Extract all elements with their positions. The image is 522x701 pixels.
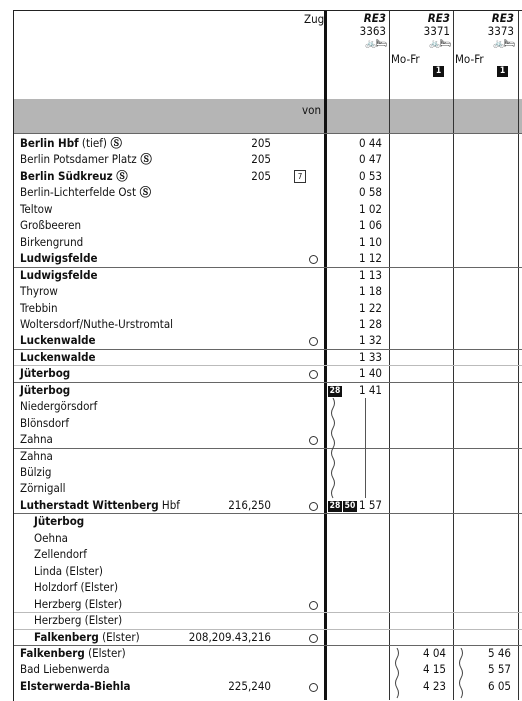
station-label: Berlin Hbf: [20, 136, 79, 150]
train-header-3: [454, 12, 514, 51]
station-label: Zörnigall: [20, 481, 66, 496]
von-label: von: [302, 103, 322, 117]
departure-time: 1 13: [358, 267, 382, 282]
station-name: [20, 448, 53, 464]
station-label: Jüterbog: [20, 382, 71, 397]
station-label: Niedergörsdorf: [20, 399, 98, 414]
station-name: [34, 563, 103, 579]
station-label: Falkenberg: [34, 629, 99, 644]
train-type: RE3: [363, 11, 386, 25]
row-separator: [14, 365, 522, 366]
station-label: Bad Liebenwerda: [20, 662, 110, 677]
note-badge-wittenberg-a: 28: [329, 501, 341, 511]
station-label: Ludwigsfelde: [20, 267, 98, 282]
station-name: [20, 267, 98, 283]
departure-time: 1 18: [358, 284, 382, 299]
station-label: Trebbin: [20, 300, 58, 315]
station-label: Holzdorf (Elster): [34, 580, 119, 595]
departure-time: 6 05: [487, 678, 511, 693]
days-label-3: Mo-Fr: [455, 52, 484, 66]
skip-wavy-line-2: [393, 648, 401, 700]
station-label: Lutherstadt Wittenberg: [20, 497, 159, 512]
station-name: [20, 349, 96, 365]
station-suffix: (Elster): [98, 629, 140, 644]
bike-bed-icon: 🚲🛏: [365, 39, 386, 49]
station-label: Woltersdorf/Nuthe-Urstromtal: [20, 316, 174, 331]
zug-label: Zug: [304, 12, 325, 26]
station-name: [20, 151, 152, 167]
station-name: [20, 201, 52, 217]
bike-bed-icon: 🚲🛏: [493, 39, 514, 49]
km-value: 225,240: [228, 678, 271, 693]
station-name: [34, 596, 122, 612]
station-suffix: Hbf: [158, 497, 180, 512]
station-label: Zahna: [20, 432, 53, 447]
station-label: Herzberg (Elster): [34, 613, 123, 628]
station-label: Großbeeren: [20, 218, 82, 233]
station-name: [20, 332, 96, 348]
station-name: [20, 135, 122, 151]
skip-wavy-line-3: [457, 648, 465, 700]
header-separator: [14, 133, 522, 134]
column-divider-main: [324, 11, 327, 700]
km-value: 205: [251, 152, 271, 167]
train-header-1: [326, 12, 386, 51]
station-label: Jüterbog: [20, 366, 71, 381]
station-name: [34, 629, 140, 645]
station-name: [20, 382, 70, 398]
departure-time: 1 57: [358, 497, 382, 512]
departure-time: 1 40: [358, 366, 382, 381]
station-name: [20, 316, 173, 332]
station-name: [20, 431, 53, 447]
station-name: [34, 612, 122, 628]
note-square: 7: [294, 170, 306, 183]
train-number: 3363: [359, 24, 386, 38]
row-separator: [14, 513, 522, 514]
departure-time: 1 28: [358, 316, 382, 331]
station-label: Bülzig: [20, 465, 52, 479]
s-bahn-icon: Ⓢ: [112, 168, 128, 183]
stop-circle-icon: [309, 634, 318, 643]
von-header-band: [14, 99, 522, 133]
station-label: Birkengrund: [20, 234, 84, 249]
station-label: Teltow: [20, 201, 53, 216]
station-name: [20, 497, 180, 513]
departure-time: 4 23: [422, 678, 446, 693]
station-label: Oehna: [34, 530, 68, 545]
row-separator: [14, 448, 522, 449]
station-label: Berlin-Lichterfelde Ost: [20, 185, 137, 200]
station-name: [34, 579, 118, 595]
column-divider-3: [453, 11, 454, 700]
skip-wavy-line: [329, 398, 337, 500]
departure-time: 0 44: [358, 136, 382, 150]
station-suffix: (tief): [78, 136, 107, 150]
station-suffix: (Elster): [84, 645, 126, 660]
departure-time: 4 15: [422, 662, 446, 677]
km-value: 205: [251, 168, 271, 183]
station-label: Jüterbog: [34, 514, 85, 529]
station-label: Zahna: [20, 448, 53, 463]
station-name: [20, 168, 128, 184]
station-name: [20, 398, 97, 414]
station-name: [20, 283, 58, 299]
station-name: [20, 217, 81, 233]
note-badge-3: 1: [497, 66, 508, 77]
departure-time: 1 32: [358, 333, 382, 348]
s-bahn-icon: Ⓢ: [136, 152, 152, 167]
row-separator: [14, 382, 522, 383]
station-name: [20, 480, 66, 496]
note-badge-wittenberg-b: 50: [344, 501, 356, 511]
departure-time: 1 02: [358, 201, 382, 216]
station-label: Thyrow: [20, 284, 58, 299]
station-label: Linda (Elster): [34, 563, 103, 578]
departure-time: 1 22: [358, 300, 382, 315]
column-divider-2: [389, 11, 390, 700]
departure-time: 1 10: [358, 234, 382, 249]
station-label: Blönsdorf: [20, 415, 70, 430]
station-label: Zellendorf: [34, 547, 87, 562]
station-name: [20, 415, 69, 431]
station-name: [20, 645, 126, 661]
station-name: [20, 234, 83, 250]
s-bahn-icon: Ⓢ: [136, 185, 152, 200]
station-label: Luckenwalde: [20, 349, 96, 364]
departure-time: 1 41: [358, 382, 382, 397]
station-name: [20, 300, 58, 316]
train-number: 3373: [487, 24, 514, 38]
station-name: [34, 513, 84, 529]
note-badge-2: 1: [433, 66, 444, 77]
train-type: RE3: [427, 11, 450, 25]
departure-time: 0 58: [358, 185, 382, 200]
departure-time: 1 12: [358, 251, 382, 266]
station-label: Luckenwalde: [20, 333, 96, 348]
station-name: [20, 184, 151, 200]
km-value: 205: [251, 136, 271, 150]
station-name: [20, 661, 110, 677]
departure-time: 1 33: [358, 349, 382, 364]
station-label: Falkenberg: [20, 645, 85, 660]
station-name: [20, 250, 98, 266]
note-badge-jueterbog: 28: [329, 386, 341, 396]
departure-time: 1 06: [358, 218, 382, 233]
train-number: 3371: [423, 24, 450, 38]
station-name: [20, 365, 70, 381]
departure-time: 4 04: [422, 645, 446, 660]
km-value: 216,250: [228, 497, 271, 512]
station-label: Herzberg (Elster): [34, 596, 123, 611]
train-header-2: [390, 12, 450, 51]
station-name: [20, 678, 131, 694]
route-line: [365, 398, 366, 498]
station-label: Elsterwerda-Biehla: [20, 678, 131, 693]
station-label: Berlin Potsdamer Platz: [20, 152, 137, 167]
bike-bed-icon: 🚲🛏: [429, 39, 450, 49]
km-value: 208,209.43,216: [188, 629, 271, 644]
departure-time: 0 47: [358, 152, 382, 167]
days-label-2: Mo-Fr: [391, 52, 420, 66]
stop-circle-icon: [309, 601, 318, 610]
station-label: Ludwigsfelde: [20, 251, 98, 266]
stop-circle-icon: [309, 502, 318, 511]
station-label: Berlin Südkreuz: [20, 168, 113, 183]
train-type: RE3: [491, 11, 514, 25]
station-name: [20, 464, 51, 480]
departure-time: 5 57: [487, 662, 511, 677]
station-name: [34, 546, 87, 562]
s-bahn-icon: Ⓢ: [106, 136, 123, 150]
column-divider-4: [518, 11, 519, 700]
station-name: [34, 530, 68, 546]
departure-time: 0 53: [358, 168, 382, 183]
departure-time: 5 46: [487, 645, 511, 660]
stop-circle-icon: [309, 683, 318, 692]
